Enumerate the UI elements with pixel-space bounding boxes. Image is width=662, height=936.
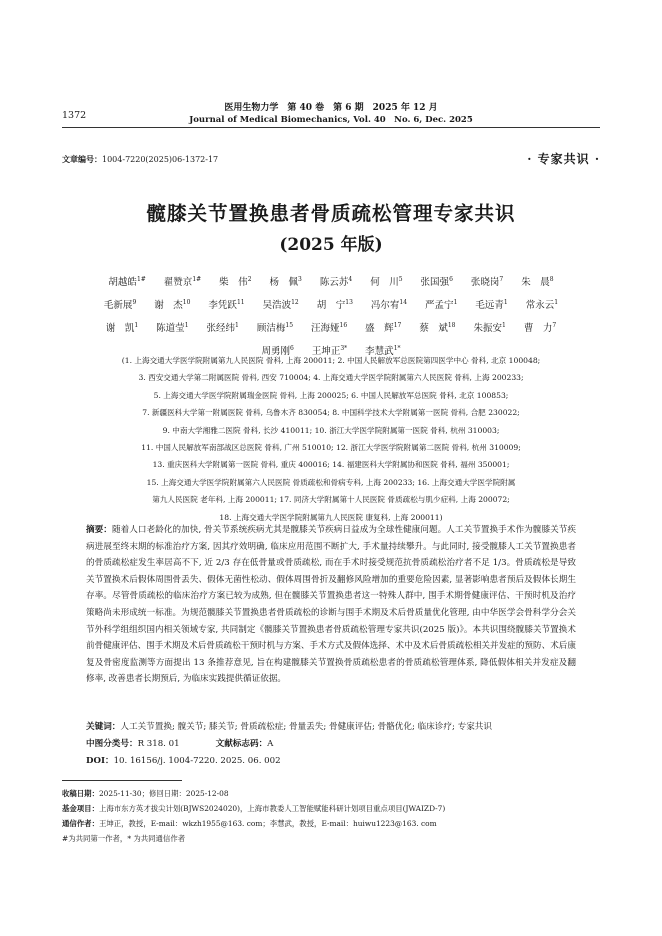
article-number-value: 1004-7220(2025)06-1372-17 [102, 155, 219, 164]
footnote-fund [62, 803, 602, 814]
author-name: 翟赞京$^{1\#}$ [163, 276, 202, 289]
author-name: 周勇刚$^6$ [261, 345, 294, 358]
paper-title: 髋膝关节置换患者骨质疏松管理专家共识 [146, 202, 516, 225]
author-name: 冯尔宥$^{14}$ [370, 299, 408, 312]
affiliation-line: 5. 上海交通大学医学院附属瑞金医院 骨科, 上海 200025; 6. 中国人民解放军总医院 骨科, 北京 100853; [153, 390, 509, 400]
author-affiliation-mark: 1 [502, 322, 506, 330]
affiliation-line: 18. 上海交通大学医学院附属第九人民医院 康复科, 上海 200011) [219, 512, 443, 522]
dates-label: 收稿日期： [62, 789, 99, 798]
clc-label: 中图分类号： [86, 739, 138, 749]
page-number: 1372 [62, 110, 87, 121]
author-name: 谢 凯$^1$ [105, 322, 139, 335]
author-affiliation-mark: 1# [136, 276, 146, 283]
affiliation-line: 7. 新疆医科大学第一附属医院 骨科, 乌鲁木齐 830054; 8. 中国科学技术大学附属第一医院 骨科, 合肥 230022; [142, 408, 520, 418]
author-affiliation-mark: 16 [339, 322, 348, 330]
corr-value: 王坤正，教授，E-mail：wkzh1955@163. com；李慧武，教授，E-mail：huiwu1223@163. com [98, 819, 437, 828]
author-name: 曹 力$^7$ [523, 322, 557, 335]
author-name: 毛新展$^9$ [103, 299, 137, 312]
affiliation-line: 13. 重庆医科大学附属第一医院 骨科, 重庆 400016; 14. 福建医科大学附属协和医院 骨科, 福州 350001; [152, 460, 510, 470]
author-affiliation-mark: 18 [447, 322, 456, 330]
author-name: 吴浩波$^{12}$ [262, 299, 299, 312]
affiliation-line: 第九人民医院 老年科, 上海 200011; 17. 同济大学附属第十人民医院 骨质疏松与肌少症科, 上海 200072; [152, 495, 510, 505]
author-name: 朱 晨$^8$ [521, 276, 554, 289]
article-number-label: 文章编号： [62, 154, 102, 164]
author-name: 常永云$^1$ [525, 299, 559, 312]
author-affiliation-mark: 7 [552, 322, 557, 330]
abstract [86, 522, 576, 688]
author-affiliation-mark: 17 [393, 322, 402, 330]
footnote-note: #为共同第一作者，* 为共同通信作者 [62, 834, 186, 843]
author-affiliation-mark: 8 [549, 276, 554, 283]
affiliation-line: (1. 上海交通大学医学院附属第九人民医院 骨科, 上海 200011; 2. 中国人民解放军总医院第四医学中心 骨科, 北京 100048; [121, 356, 541, 365]
author-name: 谢 杰$^{10}$ [154, 299, 191, 312]
author-affiliation-mark: 13 [345, 299, 353, 307]
author-affiliation-mark: 1 [554, 299, 559, 307]
author-affiliation-mark: 1* [393, 345, 401, 353]
author-affiliation-mark: 1 [235, 322, 239, 330]
author-affiliation-mark: 12 [291, 299, 299, 307]
author-affiliation-mark: 1 [134, 322, 139, 330]
doc-code-value: A [267, 739, 274, 749]
author-name: 汪海娅$^{16}$ [311, 322, 348, 335]
author-affiliation-mark: 9 [132, 299, 137, 307]
doi-value: 10. 16156/j. 1004-7220. 2025. 06. 002 [113, 756, 281, 766]
footnote-correspondence [62, 818, 602, 829]
article-number [62, 154, 218, 165]
affiliation-line: 11. 中国人民解放军南部战区总医院 骨科, 广州 510010; 12. 浙江大学医学院附属第二医院 骨科, 杭州 310009; [141, 443, 521, 453]
author-name: 严孟宁$^1$ [425, 299, 458, 312]
journal-header: 医用生物力学 第 40 卷 第 6 期 2025 年 12 月 [224, 103, 438, 113]
author-affiliation-mark: 4 [348, 276, 353, 283]
paper-subtitle: (2025 年版) [279, 235, 383, 255]
author-list [86, 270, 576, 363]
author-affiliation-mark: 3* [340, 345, 348, 353]
fund-value: 上海市东方英才拔尖计划(BJWS2024020)，上海市教委人工智能赋能科研计划项目重点项目(JWAIZD-7) [98, 804, 446, 813]
doc-code-label: 文献标志码： [215, 739, 268, 749]
column-tag: · 专家共识 · [527, 152, 600, 166]
author-name: 胡 宁$^{13}$ [316, 299, 353, 312]
author-name: 胡越皓$^{1\#}$ [108, 276, 146, 289]
fund-label: 基金项目： [62, 804, 99, 813]
author-name: 张国强$^6$ [420, 276, 453, 289]
doi-label: DOI： [86, 756, 114, 766]
affiliation-line: 3. 西安交通大学第二附属医院 骨科, 西安 710004; 4. 上海交通大学医学院附属第六人民医院 骨科, 上海 200233; [138, 373, 524, 383]
author-affiliation-mark: 1# [192, 276, 202, 283]
author-affiliation-mark: 6 [290, 345, 294, 353]
author-affiliation-mark: 1 [184, 322, 189, 330]
author-affiliation-mark: 15 [285, 322, 294, 330]
keywords-label: 关键词： [86, 722, 121, 732]
affiliation-list [78, 352, 584, 526]
author-name: 杨 佩$^3$ [269, 276, 302, 289]
author-affiliation-mark: 2 [247, 276, 252, 283]
clc-value: R 318. 01 [137, 739, 180, 749]
author-affiliation-mark: 10 [182, 299, 191, 307]
abstract-text: 随着人口老龄化的加快, 骨关节系统疾病尤其是髋膝关节疾病日益成为全球性健康问题。人工关节置换手术作为髋膝关节疾病进展至终末期的标准治疗方案, 因其疗效明确, 临床应用范围不断扩大, 手术量持续攀升。与此同时, 接受髋膝人工关节置换患者的骨质疏松症发生率居高不下, 近 2/3 存在低骨量或骨质疏松, 而在手术时接受规范抗骨质疏松治疗者不足 1/3。骨质疏松是导致关节置换术后假体周围骨丢失、假体无菌性松动、假体周围骨折及翻修风险增加的重要危险因素, 显著影响患者预后及假体长期生存率。尽管骨质疏松的临床治疗方案已较为成熟, 但在髋膝关节置换患者这一特殊人群中, 围手术期骨健康评估、干预时机及治疗策略尚未形成统一标准。为规范髋膝关节置换患者骨质疏松的诊断与围手术期及术后骨质量优化管理, 由中华医学会骨科学分会关节外科学组组织国内相关领域专家, 共同制定《髋膝关节置换患者骨质疏松管理专家共识(2025 版)》。本共识围绕髋膝关节置换术前骨健康评估、围手术期及术后骨质疏松干预时机与方案、手术方式及假体选择、术中及术后骨质疏松相关并发症的预防、术后康复及骨密度监测等方面提出 13 条推荐意见, 旨在构建髋膝关节置换骨质疏松患者的骨质疏松管理体系, 降低假体相关并发症及翻修率, 改善患者长期预后, 为临床实践提供循证依据。 [86, 525, 576, 685]
affiliation-line: 15. 上海交通大学医学院附属第六人民医院 骨质疏松和骨病专科, 上海 200233; 16. 上海交通大学医学院附属 [146, 477, 516, 487]
classification [86, 737, 576, 749]
author-name: 柴 伟$^2$ [219, 276, 252, 289]
keywords [86, 720, 576, 732]
author-affiliation-mark: 11 [236, 299, 245, 307]
author-name: 顾洁梅$^{15}$ [256, 322, 294, 335]
author-name: 李慧武$^{1*}$ [365, 345, 401, 358]
doi [86, 754, 576, 766]
author-name: 陈道莹$^1$ [156, 322, 189, 335]
author-name: 何 川$^5$ [370, 276, 403, 289]
author-name: 蔡 斌$^{18}$ [419, 322, 456, 335]
author-affiliation-mark: 3 [298, 276, 302, 283]
author-name: 陈云苏$^4$ [319, 276, 353, 289]
author-name: 李凭跃$^{11}$ [208, 299, 245, 312]
author-name: 张经纬$^1$ [206, 322, 239, 335]
author-name: 盛 辉$^{17}$ [365, 322, 402, 335]
footnote-rule [62, 780, 182, 781]
abstract-label: 摘要： [86, 525, 112, 535]
author-name: 毛远青$^1$ [475, 299, 508, 312]
header-rule [62, 127, 600, 128]
author-affiliation-mark: 6 [449, 276, 453, 283]
corr-label: 通信作者： [62, 819, 99, 828]
journal-header-en: Journal of Medical Biomechanics, Vol. 40 No. 6, Dec. 2025 [189, 115, 473, 125]
author-name: 王坤正$^{3*}$ [311, 345, 348, 358]
footnote-dates [62, 788, 602, 799]
keywords-text: 人工关节置换; 髋关节; 膝关节; 骨质疏松症; 骨量丢失; 骨健康评估; 骨骼优化; 临床诊疗; 专家共识 [120, 722, 492, 732]
dates-value: 2025-11-30；修回日期：2025-12-08 [98, 789, 229, 798]
author-name: 朱振安$^1$ [473, 322, 506, 335]
author-name: 张晓岗$^7$ [470, 276, 504, 289]
author-affiliation-mark: 7 [499, 276, 504, 283]
author-affiliation-mark: 1 [453, 299, 458, 307]
affiliation-line: 9. 中南大学湘雅二医院 骨科, 长沙 410011; 10. 浙江大学医学院附属第一医院 骨科, 杭州 310003; [162, 425, 500, 435]
author-affiliation-mark: 5 [398, 276, 403, 283]
author-affiliation-mark: 1 [503, 299, 508, 307]
author-affiliation-mark: 14 [399, 299, 408, 307]
